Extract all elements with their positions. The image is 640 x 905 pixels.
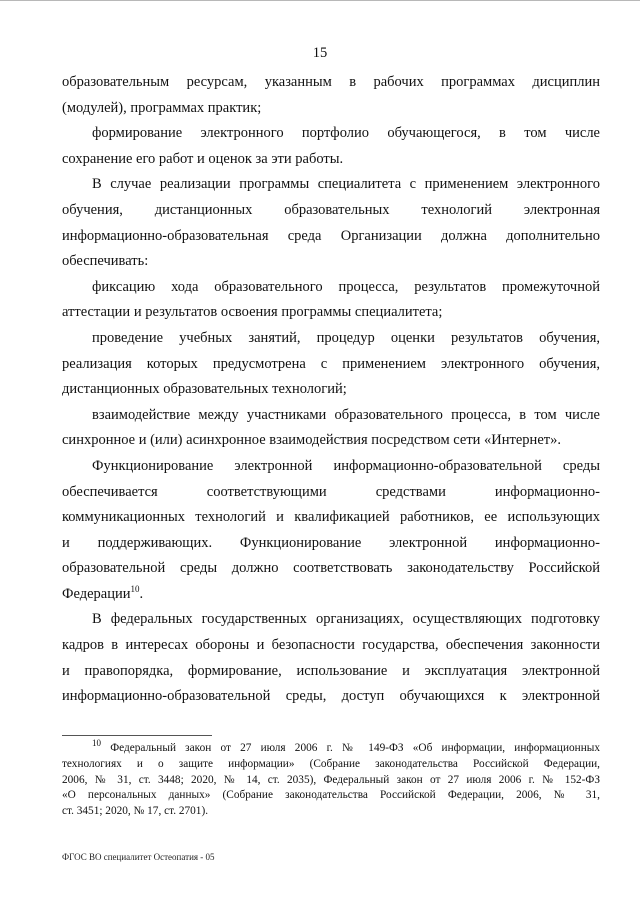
text-line-text: синхронное и (или) асинхронное взаимодействия посредством сети «Интернет».	[62, 432, 561, 449]
text-line	[62, 684, 600, 710]
text-line-text: образовательной среды должно соответствовать законодательству Российской	[62, 560, 600, 577]
text-line-text: формирование электронного портфолио обучающегося, в том числе	[92, 125, 600, 142]
text-line-text: взаимодействие между участниками образовательного процесса, в том числе	[92, 406, 600, 423]
text-line	[62, 326, 600, 352]
text-line: Федерации$^{10}$.	[62, 584, 144, 602]
footnote-line-text: Федеральный закон от 27 июля 2006 г. № 149-ФЗ «Об информации, информационных	[110, 742, 600, 754]
text-line-text: обучения, дистанционных образовательных технологий электронная	[62, 201, 600, 218]
text-line	[62, 556, 600, 582]
text-line-text: коммуникационных технологий и квалификацией работников, ее использующих	[62, 509, 600, 526]
text-line	[62, 454, 600, 480]
text-line-text: информационно-образовательная среда Организации должна дополнительно	[62, 227, 600, 244]
text-line-text: (модулей), программах практик;	[62, 99, 262, 116]
footnote-line	[62, 788, 600, 804]
footnote-reference: 10	[130, 584, 140, 595]
footnotes	[62, 738, 600, 820]
text-line-text: и правопорядка, формирование, использование и эксплуатация электронной	[62, 662, 600, 679]
text-line-text: дистанционных образовательных технологий;	[62, 381, 347, 398]
text-line	[62, 70, 600, 96]
footnote-line	[62, 773, 600, 789]
text-line-text: сохранение его работ и оценок за эти работы.	[62, 150, 344, 167]
footnote-line	[62, 757, 600, 773]
text-line	[62, 300, 600, 326]
text-line-text: обеспечивать:	[62, 253, 149, 270]
text-line-text: образовательным ресурсам, указанным в рабочих программах дисциплин	[62, 74, 600, 90]
text-line	[62, 224, 600, 250]
footnote-line-text: 2006, № 31, ст. 3448; 2020, № 14, ст. 2035), Федеральный закон от 27 июля 2006 г. № 152-ФЗ	[62, 773, 600, 786]
text-line-text: аттестации и результатов освоения программы специалитета;	[62, 304, 443, 321]
footnote-line-text: «О персональных данных» (Собрание законодательства Российской Федерации, 2006, № 31,	[62, 789, 600, 802]
text-line	[62, 121, 600, 147]
text-line-text: фиксацию хода образовательного процесса, результатов промежуточной	[92, 278, 600, 295]
text-line	[62, 633, 600, 659]
text-line	[62, 505, 600, 531]
text-line-text: реализация которых предусмотрена с применением электронного обучения,	[62, 355, 600, 372]
text-line	[62, 480, 600, 506]
text-line	[62, 352, 600, 378]
text-line	[62, 147, 600, 173]
top-edge-line	[0, 0, 640, 1]
text-line-text: В федеральных государственных организациях, осуществляющих подготовку	[92, 611, 600, 628]
footnote-line-text: технологиях и о защите информации» (Собрание законодательства Российской Федерации,	[62, 757, 600, 770]
footnote-marker: 10	[92, 738, 101, 749]
text-line-text: информационно-образовательной среды, доступ обучающихся к электронной	[62, 688, 600, 705]
text-line	[62, 377, 600, 403]
text-line	[62, 172, 600, 198]
text-line-text: Федерации	[62, 585, 131, 602]
text-line	[62, 659, 600, 685]
page-number: 15	[312, 45, 328, 61]
text-line-text: обеспечивается соответствующими средствами информационно-	[62, 483, 600, 500]
text-line	[62, 428, 600, 454]
text-line	[62, 198, 600, 224]
text-line-text: Функционирование электронной информационно-образовательной среды	[92, 457, 600, 474]
text-line-text: проведение учебных занятий, процедур оценки результатов обучения,	[92, 329, 600, 346]
footnote-line	[62, 804, 600, 820]
text-line	[62, 531, 600, 557]
text-line	[62, 96, 600, 122]
footnote-separator	[62, 735, 212, 736]
body-text	[62, 70, 600, 710]
text-line-text: В случае реализации программы специалитета с применением электронного	[92, 176, 600, 193]
footer-code: ФГОС ВО специалитет Остеопатия - 05	[62, 852, 215, 862]
text-line-text: кадров в интересах обороны и безопасности государства, обеспечения законности	[62, 637, 600, 654]
text-line	[62, 607, 600, 633]
text-line	[62, 403, 600, 429]
text-line	[62, 275, 600, 301]
footnote-line	[62, 738, 600, 757]
text-line	[62, 249, 600, 275]
footnote-line-text: ст. 3451; 2020, № 17, ст. 2701).	[62, 805, 209, 818]
text-line-text: и поддерживающих. Функционирование электронной информационно-	[62, 534, 600, 551]
